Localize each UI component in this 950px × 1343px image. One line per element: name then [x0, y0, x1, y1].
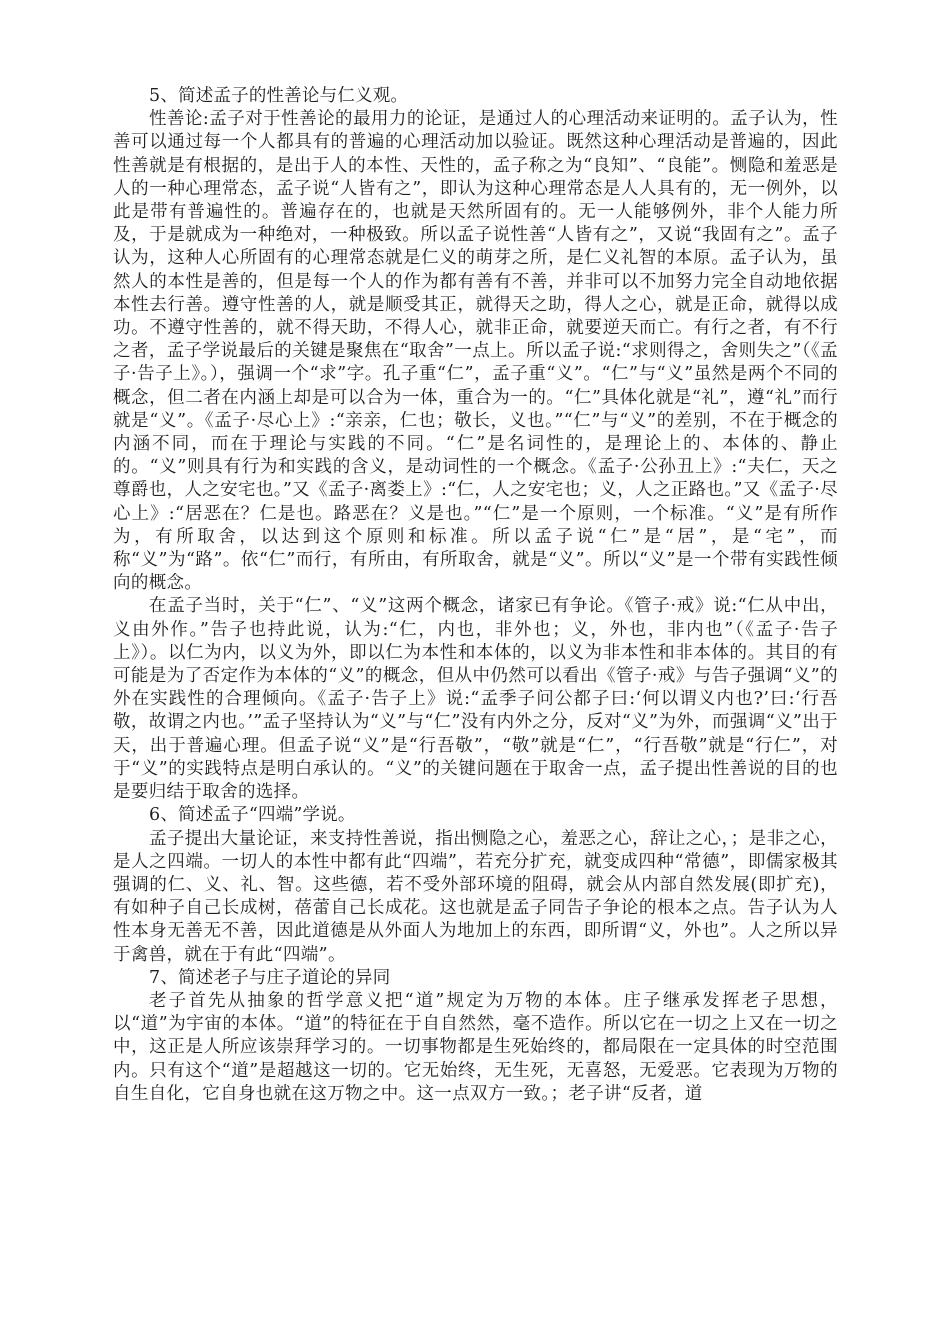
section-heading-6: 6、简述孟子“四端”学说。 — [149, 805, 356, 826]
paragraph-ren-yi-debate: 在孟子当时，关于“仁”、“义”这两个概念，诸家已有争论。《管子·戒》说:“仁从中出，义由外作。”告子也持此说，认为:“仁，内也，非外也；义，外也，非内也”（《孟子·告子上》）。以仁为内，以义为外，即以仁为本性和本体的，以义为非本性和非本体的。其目的有可能是为了否定作为本体的“义”的概念，但从中仍然可以看出《管子·戒》与告子强调“义”的外在实践性的合理倾向。《孟子·告子上》说:“孟季子问公都子曰:‘何以谓义内也?’曰:‘行吾敬，故谓之内也。’”孟子坚持认为“义”与“仁”没有内外之分，反对“义”为外，而强调“义”出于天，出于普遍心理。但孟子说“义”是“行吾敬”，“敬”就是“仁”，“行吾敬”就是“行仁”，对于“义”的实践特点是明白承认的。“义”的关键问题在于取舍一点，孟子提出性善说的目的也是要归结于取舍的选择。 — [113, 596, 838, 803]
paragraph-four-sprouts: 孟子提出大量论证，来支持性善说，指出恻隐之心，羞恶之心，辞让之心，；是非之心，是人之四端。一切人的本性中都有此“四端”，若充分扩充，就变成四种“常德”，即儒家极其强调的仁、义、礼、智。这些德，若不受外部环境的阻碍，就会从内部自然发展(即扩充)，有如种子自己长成树，蓓蕾自己长成花。这也就是孟子同告子争论的根本之点。告子认为人性本身无善无不善，因此道德是从外面人为地加上的东西，即所谓“义，外也”。人之所以异于禽兽，就在于有此“四端”。 — [113, 828, 838, 965]
section-heading-5: 5、简述孟子的性善论与仁义观。 — [149, 86, 409, 106]
document-page — [113, 85, 838, 1106]
section-heading-7: 7、简述老子与庄子道论的异同 — [149, 967, 391, 988]
paragraph-laozi-zhuangzi-dao: 老子首先从抽象的哲学意义把“道”规定为万物的本体。庄子继承发挥老子思想，以“道”为宇宙的本体。“道”的特征在于自自然然，毫不造作。所以它在一切之上又在一切之中，这正是人所应该崇拜学习的。一切事物都是生死始终的，都局限在一定具体的时空范围内。只有这个“道”是超越这一切的。它无始终，无生死，无喜怒，无爱恶。它表现为万物的自生自化，它自身也就在这万物之中。这一点双方一致。；老子讲“反者，道 — [113, 990, 838, 1104]
paragraph-xingshan-theory: 性善论:孟子对于性善论的最用力的论证，是通过人的心理活动来证明的。孟子认为，性善可以通过每一个人都具有的普遍的心理活动加以验证。既然这种心理活动是普遍的，因此性善就是有根据的，是出于人的本性、天性的，孟子称之为“良知”、“良能”。恻隐和羞恶是人的一种心理常态，孟子说“人皆有之”，即认为这种心理常态是人人具有的，无一例外，以此是带有普遍性的。普遍存在的，也就是天然所固有的。无一人能够例外，非个人能力所及，于是就成为一种绝对，一种极致。所以孟子说性善“人皆有之”，又说“我固有之”。孟子认为，这种人心所固有的心理常态就是仁义的萌芽之所，是仁义礼智的本原。孟子认为，虽然人的本性是善的，但是每一个人的作为都有善有不善，并非可以不加努力完全自动地依据本性去行善。遵守性善的人，就是顺受其正，就得天之助，得人之心，就是正命，就得以成功。不遵守性善的，就不得天助，不得人心，就非正命，就要逆天而亡。有行之者，有不行之者，孟子学说最后的关键是聚焦在“取舍”一点上。所以孟子说:“求则得之，舍则失之”（《孟子·告子上》。），强调一个“求”字。孔子重“仁”，孟子重“义”。“仁”与“义”虽然是两个不同的概念，但二者在内涵上却是可以合为一体，重合为一的。“仁”具体化就是“礼”，遵“礼”而行就是“义”。《孟子·尽心上》:“亲亲，仁也；敬长，义也。”“仁”与“义”的差别，不在于概念的内涵不同，而在于理论与实践的不同。“仁”是名词性的，是理论上的、本体的、静止的。“义”则具有行为和实践的含义，是动词性的一个概念。《孟子·公孙丑上》:“夫仁，天之尊爵也，人之安宅也。”又《孟子·离娄上》:“仁，人之安宅也；义，人之正路也。”又《孟子·尽心上》:“居恶在？仁是也。路恶在？义是也。”“仁”是一个原则，一个标准。“义”是有所作为，有所取舍，以达到这个原则和标准。所以孟子说“仁”是“居”，是“宅”，而称“义”为“路”。依“仁”而行，有所由，有所取舍，就是“义”。所以“义”是一个带有实践性倾向的概念。 — [113, 109, 838, 594]
